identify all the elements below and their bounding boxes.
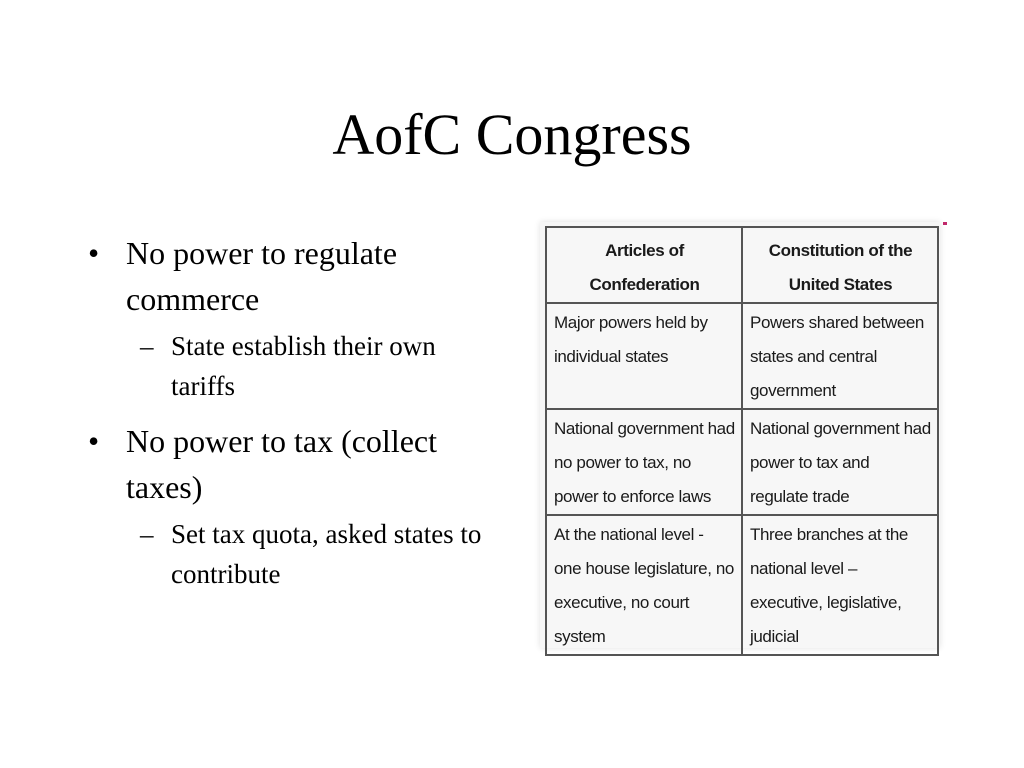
sub-bullet-marker: – xyxy=(140,519,154,549)
cell-text: Powers shared between states and central government xyxy=(750,313,924,400)
sub-bullet-text: State establish their own tariffs xyxy=(171,331,436,401)
accent-mark xyxy=(943,222,947,225)
header-text: Constitution of the United States xyxy=(768,241,913,294)
table-header-row xyxy=(546,227,938,303)
bullet-text: No power to tax (collect taxes) xyxy=(126,423,437,505)
table-row xyxy=(546,515,938,655)
table-cell xyxy=(546,409,742,515)
bullet-marker: • xyxy=(88,423,100,459)
header-text: Articles of Confederation xyxy=(589,241,700,294)
sub-bullet-item xyxy=(88,514,488,594)
bullet-list xyxy=(88,230,488,606)
comparison-table xyxy=(545,226,939,656)
comparison-table-image xyxy=(540,222,940,648)
sub-bullet-text: Set tax quota, asked states to contribute xyxy=(171,519,482,589)
sub-bullet-item xyxy=(88,326,488,406)
table-header-cell xyxy=(742,227,938,303)
cell-text: National government had power to tax and regulate trade xyxy=(750,419,931,506)
cell-text: National government had no power to tax, no power to enforce laws xyxy=(554,419,735,506)
bullet-item xyxy=(88,230,488,322)
table-cell xyxy=(546,515,742,655)
bullet-marker: • xyxy=(88,235,100,271)
table-header-cell xyxy=(546,227,742,303)
table-row xyxy=(546,303,938,409)
cell-text: Major powers held by individual states xyxy=(554,313,708,366)
cell-text: Three branches at the national level – executive, legislative, judicial xyxy=(750,525,908,646)
table-row xyxy=(546,409,938,515)
sub-bullet-marker: – xyxy=(140,331,154,361)
table-cell xyxy=(742,515,938,655)
cell-text: At the national level - one house legislature, no executive, no court system xyxy=(554,525,734,646)
table-cell xyxy=(546,303,742,409)
bullet-text: No power to regulate commerce xyxy=(126,235,398,317)
table-cell xyxy=(742,303,938,409)
bullet-item xyxy=(88,418,488,510)
table-cell xyxy=(742,409,938,515)
slide-title: AofC Congress xyxy=(332,102,692,167)
